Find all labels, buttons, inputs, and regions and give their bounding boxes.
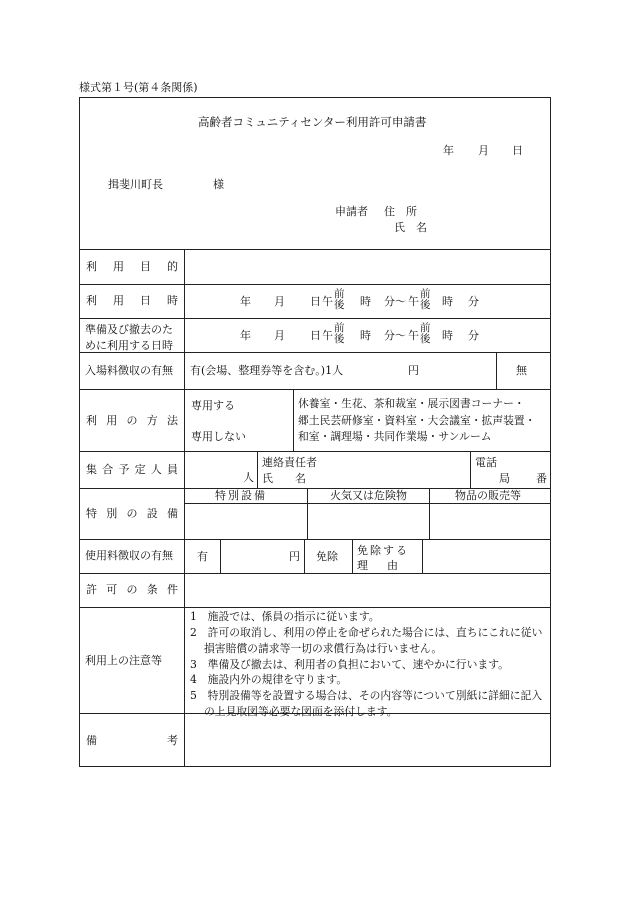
notes-list: [190, 609, 546, 720]
attendance-unit: 人: [243, 471, 254, 484]
usage-ampm2: [420, 289, 431, 311]
equipment-col-header-2: 火気又は危険物: [330, 489, 407, 502]
admission-fee-yes-text: 有(会場、整理券等を含む。)1人: [190, 364, 344, 377]
form-title: 高齢者コミュニティセンター利用許可申請書: [198, 115, 427, 129]
honorific: 様: [213, 178, 224, 191]
prep-datetime-label: [85, 322, 173, 354]
prep-minute2: 分: [468, 329, 479, 342]
exemption-reason-2: 理 由: [357, 559, 402, 573]
prep-am1: 午: [322, 329, 333, 342]
contact-person-field[interactable]: [258, 452, 469, 487]
note-item-4: 4 施設内外の規律を守ります。: [190, 673, 348, 687]
usage-exclusive-option[interactable]: 専用する: [191, 399, 235, 412]
date-day: 日: [512, 144, 523, 157]
note-item-3: 3 準備及び撤去は、利用者の負担において、速やかに行います。: [190, 657, 509, 671]
usage-day: 日: [310, 295, 321, 308]
usage-method-label: 利用の方法: [86, 414, 178, 427]
purpose-field[interactable]: [186, 251, 549, 283]
usage-rooms-list[interactable]: [298, 396, 536, 446]
go-3: 後: [334, 333, 345, 346]
prep-datetime-field[interactable]: [186, 319, 549, 351]
conditions-field[interactable]: [186, 575, 549, 606]
admission-fee-label: 入場料徴収の有無: [85, 364, 173, 377]
remarks-label: 備考: [86, 734, 178, 747]
phone-number: 番: [536, 472, 547, 485]
zen-3: 前: [334, 322, 345, 334]
usage-month: 月: [274, 295, 285, 308]
usage-fee-label: 使用料徴収の有無: [85, 549, 173, 562]
special-equipment-field[interactable]: [186, 505, 306, 538]
phone-field[interactable]: [471, 452, 550, 487]
prep-minute-to: 分〜: [384, 329, 406, 342]
notes-label: 利用上の注意等: [85, 654, 162, 667]
applicant-label: 申請者: [335, 205, 368, 218]
equipment-col-header-3: 物品の販売等: [455, 489, 521, 502]
rooms-line-2: 郷土民芸研修室・資料室・大会議室・拡声装置・: [298, 413, 536, 427]
prep-datetime-label-1: 準備及び撤去のた: [85, 323, 173, 336]
conditions-label: 許可の条件: [86, 583, 178, 596]
prep-day: 日: [310, 329, 321, 342]
admission-fee-yen: 円: [408, 364, 419, 377]
purpose-label: 利用目的: [86, 260, 178, 273]
prep-year: 年: [240, 329, 251, 342]
applicant-name-label: 氏 名: [394, 221, 427, 234]
addressee: 揖斐川町長: [108, 178, 163, 191]
usage-fee-exemption-option[interactable]: 免除: [316, 550, 338, 563]
prep-am2: 午: [408, 329, 419, 342]
admission-fee-no-option[interactable]: [497, 353, 550, 388]
date-year: 年: [443, 144, 454, 157]
zen-4: 前: [420, 322, 431, 334]
applicant-address-label: 住 所: [384, 205, 417, 218]
sales-field[interactable]: [431, 505, 550, 538]
phone-exchange: 局: [499, 472, 510, 485]
attendance-field[interactable]: [186, 452, 256, 487]
contact-name-label: 氏 名: [262, 472, 306, 485]
note-item-1: 1 施設では、係員の指示に従います。: [190, 610, 380, 623]
prep-hour2: 時: [442, 329, 453, 342]
admission-fee-yes-option[interactable]: [186, 353, 495, 388]
go-1: 後: [334, 299, 345, 312]
usage-datetime-field[interactable]: [186, 285, 549, 317]
usage-datetime-label: 利用日時: [86, 294, 178, 307]
usage-fee-amount-field[interactable]: [222, 540, 303, 572]
prep-hour1: 時: [360, 329, 371, 342]
prep-ampm2: [420, 323, 431, 345]
usage-non-exclusive-option[interactable]: 専用しない: [191, 430, 246, 443]
zen-2: 前: [420, 288, 431, 300]
go-4: 後: [420, 333, 431, 346]
usage-year: 年: [240, 295, 251, 308]
usage-minute-to: 分〜: [384, 295, 406, 308]
usage-fee-yen: 円: [289, 550, 300, 563]
usage-am2: 午: [408, 295, 419, 308]
prep-ampm1: [334, 323, 345, 345]
phone-label: 電話: [475, 456, 497, 469]
exemption-reason-1: 免除する: [357, 544, 409, 557]
special-equipment-label: 特別の設備: [86, 507, 178, 520]
usage-ampm1: [334, 289, 345, 311]
exemption-reason-field[interactable]: [424, 540, 550, 572]
usage-hour2: 時: [442, 295, 453, 308]
fire-hazard-field[interactable]: [309, 505, 428, 538]
contact-label: 連絡責任者: [262, 456, 317, 469]
attendance-label: 集合予定人員: [86, 463, 178, 476]
applicant-name-field[interactable]: [384, 222, 427, 233]
usage-minute2: 分: [468, 295, 479, 308]
date-month: 月: [478, 144, 489, 157]
note-item-2: 2 許可の取消し、利用の停止を命ぜられた場合には、直ちにこれに従い損害賠償の請求等一切の求償行為は行いません。: [190, 625, 543, 655]
zen-1: 前: [334, 288, 345, 300]
exemption-reason-label: [357, 543, 409, 574]
usage-hour1: 時: [360, 295, 371, 308]
rooms-line-1: 休養室・生花、茶和裁室・展示図書コーナー・: [298, 397, 525, 410]
equipment-col-header-1: 特別設備: [215, 489, 267, 502]
go-2: 後: [420, 299, 431, 312]
usage-fee-yes-option[interactable]: 有: [197, 550, 208, 563]
usage-am1: 午: [322, 295, 333, 308]
admission-fee-no-text: 無: [516, 364, 527, 377]
prep-datetime-label-2: めに利用する日時: [85, 338, 173, 352]
form-number: 様式第１号(第４条関係): [79, 81, 198, 94]
remarks-field[interactable]: [186, 715, 549, 765]
prep-month: 月: [274, 329, 285, 342]
note-item-5: 5 特別設備等を設置する場合は、その内容等について別紙に詳細に記入の上見取図等必要な図面を添付します。: [190, 689, 543, 719]
rooms-line-3: 和室・調理場・共同作業場・サンルーム: [298, 430, 492, 444]
